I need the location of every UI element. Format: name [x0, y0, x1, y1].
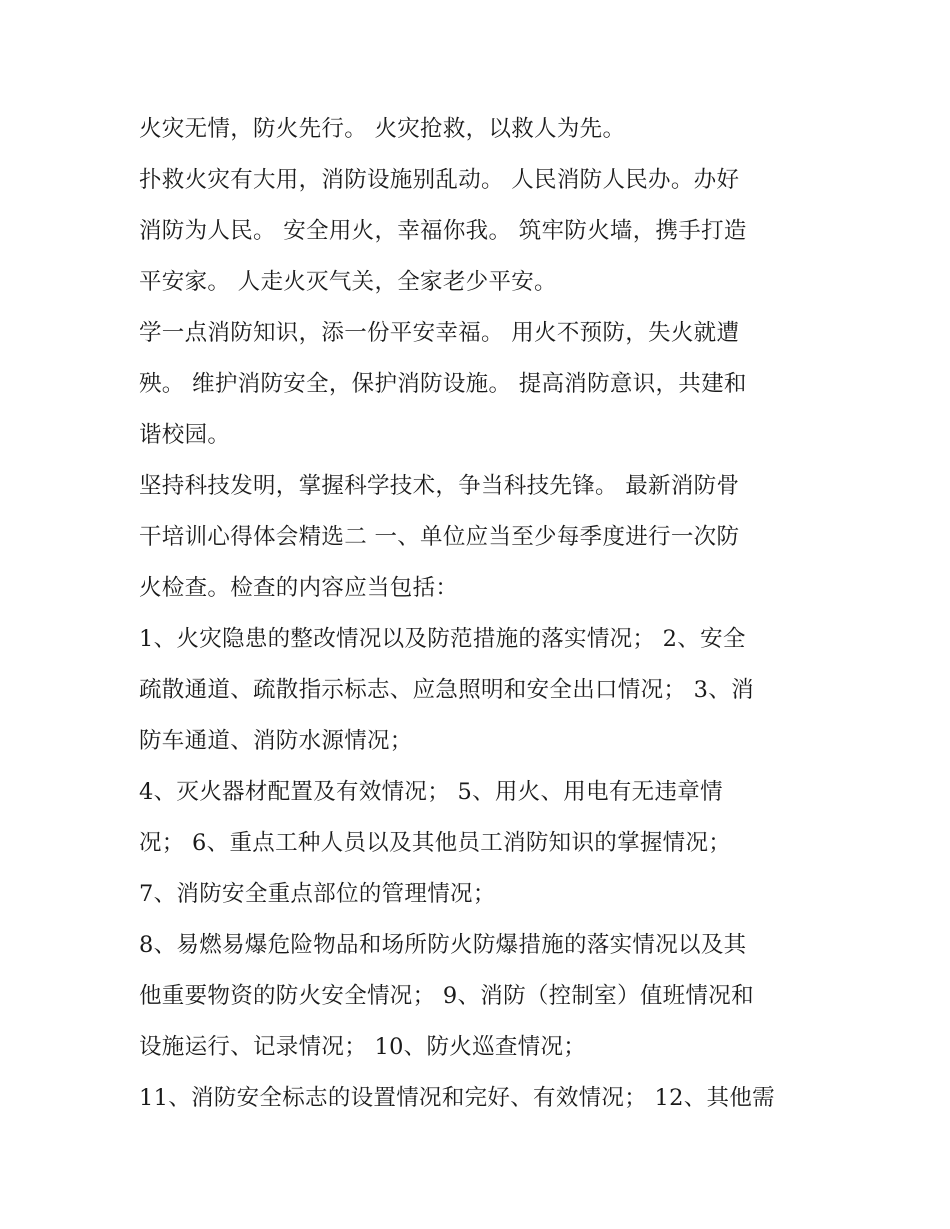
text-line: 设施运行、记录情况； 10、防火巡查情况； — [139, 1034, 587, 1060]
text-line: 火灾无情，防火先行。 火灾抢救，以救人为先。 — [139, 116, 626, 142]
text-line: 火检查。检查的内容应当包括： — [139, 575, 459, 601]
text-line: 11、消防安全标志的设置情况和完好、有效情况； 12、其他需 — [139, 1085, 775, 1111]
text-line: 8、易燃易爆危险物品和场所防火防爆措施的落实情况以及其 — [139, 932, 747, 958]
text-line: 他重要物资的防火安全情况； 9、消防（控制室）值班情况和 — [139, 983, 754, 1009]
text-line: 殃。 维护消防安全，保护消防设施。 提高消防意识，共建和 — [139, 371, 747, 397]
text-line: 7、消防安全重点部位的管理情况； — [139, 881, 496, 907]
text-line: 防车通道、消防水源情况； — [139, 728, 413, 754]
text-line: 学一点消防知识，添一份平安幸福。 用火不预防，失火就遭 — [139, 320, 740, 346]
text-line: 4、灭火器材配置及有效情况； 5、用火、用电有无违章情 — [139, 779, 723, 805]
text-line: 扑救火灾有大用，消防设施别乱动。 人民消防人民办。办好 — [139, 167, 740, 193]
text-line: 平安家。 人走火灭气关，全家老少平安。 — [139, 269, 557, 295]
text-line: 消防为人民。 安全用火，幸福你我。 筑牢防火墙，携手打造 — [139, 218, 747, 244]
text-line: 疏散通道、疏散指示标志、应急照明和安全出口情况； 3、消 — [139, 677, 754, 703]
text-line: 况； 6、重点工种人员以及其他员工消防知识的掌握情况； — [139, 830, 732, 856]
text-line: 谐校园。 — [139, 422, 231, 448]
text-line: 干培训心得体会精选二 一、单位应当至少每季度进行一次防 — [139, 524, 740, 550]
text-line: 1、火灾隐患的整改情况以及防范措施的落实情况； 2、安全 — [139, 626, 746, 652]
document-body — [139, 104, 819, 1124]
text-line: 坚持科技发明，掌握科学技术，争当科技先锋。 最新消防骨 — [139, 473, 740, 499]
